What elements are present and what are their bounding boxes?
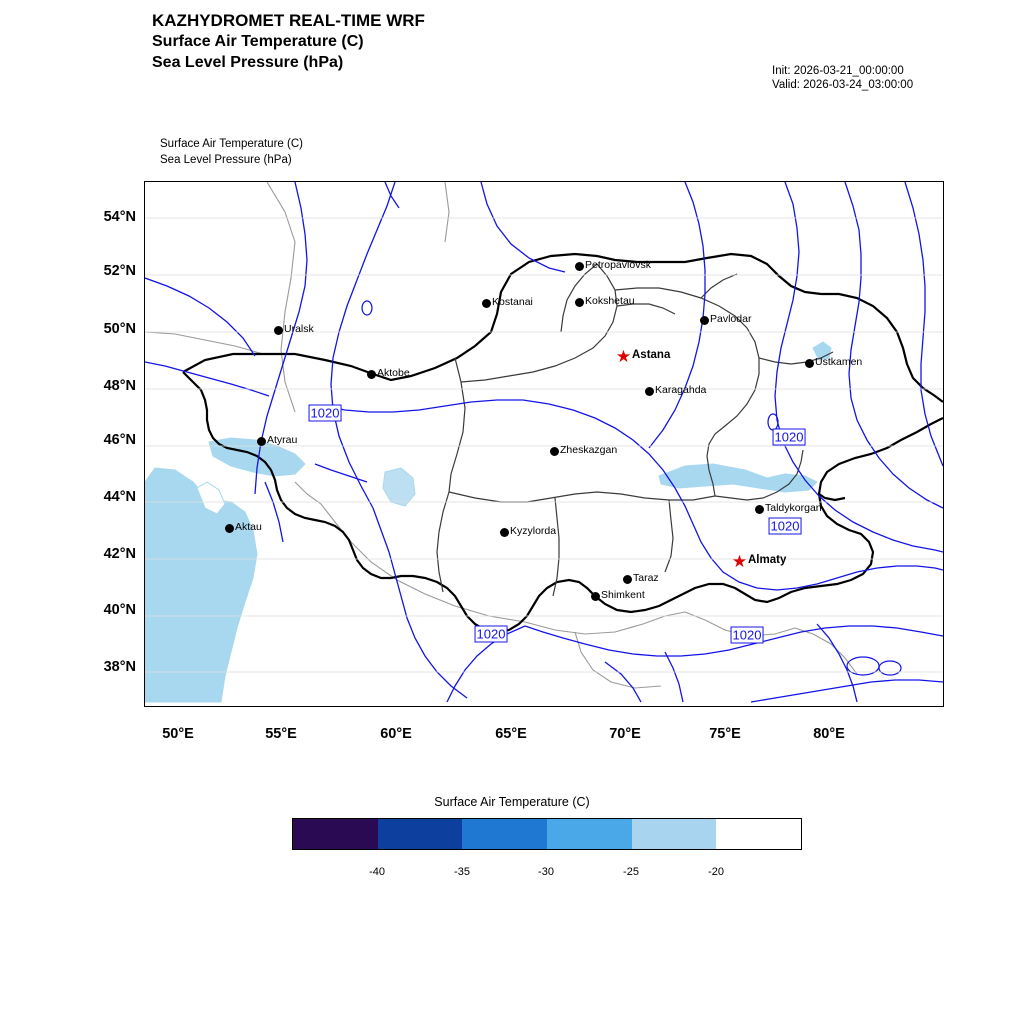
lon-tick: 65°E xyxy=(495,726,527,742)
pressure-label: 1020 xyxy=(774,429,804,445)
neighbor-borders-layer xyxy=(145,182,857,688)
city-label: Pavlodar xyxy=(710,313,752,325)
city-dot xyxy=(575,298,584,307)
city-dot xyxy=(700,316,709,325)
colorbar-tick: -35 xyxy=(454,866,470,878)
city-label: Petropavlovsk xyxy=(585,259,651,271)
city-label: Almaty xyxy=(748,554,787,566)
city-dot xyxy=(591,592,600,601)
lat-tick: 54°N xyxy=(103,209,136,225)
city-dot xyxy=(550,447,559,456)
lon-tick: 70°E xyxy=(609,726,641,742)
lat-tick: 46°N xyxy=(103,432,136,448)
city-dot xyxy=(367,370,376,379)
lon-tick: 55°E xyxy=(265,726,297,742)
pressure-label: 1020 xyxy=(732,627,762,643)
city-label: Shimkent xyxy=(601,589,645,601)
city-label: Kyzylorda xyxy=(510,525,557,537)
star-icon: ★ xyxy=(615,347,632,366)
latitude-axis xyxy=(70,181,136,707)
plot-subtitle xyxy=(160,136,303,168)
city-label: Aktau xyxy=(235,521,262,533)
colorbar-tick: -25 xyxy=(623,866,639,878)
colorbar-ticks xyxy=(292,866,802,882)
header-variable-temperature: Surface Air Temperature (C) xyxy=(152,33,364,50)
lon-tick: 60°E xyxy=(380,726,412,742)
plot-subtitle-line2: Sea Level Pressure (hPa) xyxy=(160,154,292,166)
city-dot xyxy=(482,299,491,308)
city-dot xyxy=(755,505,764,514)
run-info-block xyxy=(772,64,913,92)
pressure-label: 1020 xyxy=(310,405,340,421)
city-label: Uralsk xyxy=(284,323,314,335)
city-label: Zheskazgan xyxy=(560,444,618,456)
colorbar-swatch xyxy=(462,819,547,849)
lon-tick: 75°E xyxy=(709,726,741,742)
city-dot xyxy=(257,437,266,446)
lat-tick: 42°N xyxy=(103,546,136,562)
city-label: Astana xyxy=(632,349,671,361)
lat-tick: 38°N xyxy=(103,659,136,675)
pressure-label: 1020 xyxy=(770,518,800,534)
pressure-label: 1020 xyxy=(476,626,506,642)
plot-subtitle-line1: Surface Air Temperature (C) xyxy=(160,138,303,150)
colorbar-swatch xyxy=(547,819,632,849)
lat-tick: 44°N xyxy=(103,489,136,505)
lat-tick: 52°N xyxy=(103,263,136,279)
colorbar-tick: -30 xyxy=(538,866,554,878)
page-title: KAZHYDROMET REAL-TIME WRF xyxy=(152,11,425,30)
colorbar-title: Surface Air Temperature (C) xyxy=(434,795,590,809)
city-label: Kostanai xyxy=(492,296,533,308)
lat-tick: 50°N xyxy=(103,321,136,337)
lat-tick: 40°N xyxy=(103,602,136,618)
colorbar-swatch xyxy=(632,819,717,849)
colorbar-swatch xyxy=(293,819,378,849)
city-dot xyxy=(645,387,654,396)
lon-tick: 50°E xyxy=(162,726,194,742)
colorbar-tick: -20 xyxy=(708,866,724,878)
city-dot xyxy=(623,575,632,584)
colorbar-tick: -40 xyxy=(369,866,385,878)
header-block xyxy=(152,10,792,73)
city-dot xyxy=(575,262,584,271)
colorbar-swatch xyxy=(716,819,801,849)
city-label: Karagahda xyxy=(655,384,707,396)
init-time: Init: 2026-03-21_00:00:00 xyxy=(772,65,904,77)
header-variable-pressure: Sea Level Pressure (hPa) xyxy=(152,54,344,71)
city-label: Aktobe xyxy=(377,367,410,379)
city-dot xyxy=(805,359,814,368)
colorbar xyxy=(292,818,802,850)
longitude-axis xyxy=(144,726,944,750)
map-canvas[interactable] xyxy=(144,181,944,707)
star-icon: ★ xyxy=(731,552,748,571)
city-label: Atyrau xyxy=(267,434,298,446)
city-dot xyxy=(225,524,234,533)
city-label: Kokshetau xyxy=(585,295,635,307)
colorbar-swatch xyxy=(378,819,463,849)
city-dot xyxy=(274,326,283,335)
lon-tick: 80°E xyxy=(813,726,845,742)
city-label: Ustkamen xyxy=(815,356,863,368)
valid-time: Valid: 2026-03-24_03:00:00 xyxy=(772,79,914,91)
city-dot xyxy=(500,528,509,537)
city-label: Taraz xyxy=(633,572,659,584)
lat-tick: 48°N xyxy=(103,378,136,394)
city-label: Taldykorgan xyxy=(765,502,822,514)
